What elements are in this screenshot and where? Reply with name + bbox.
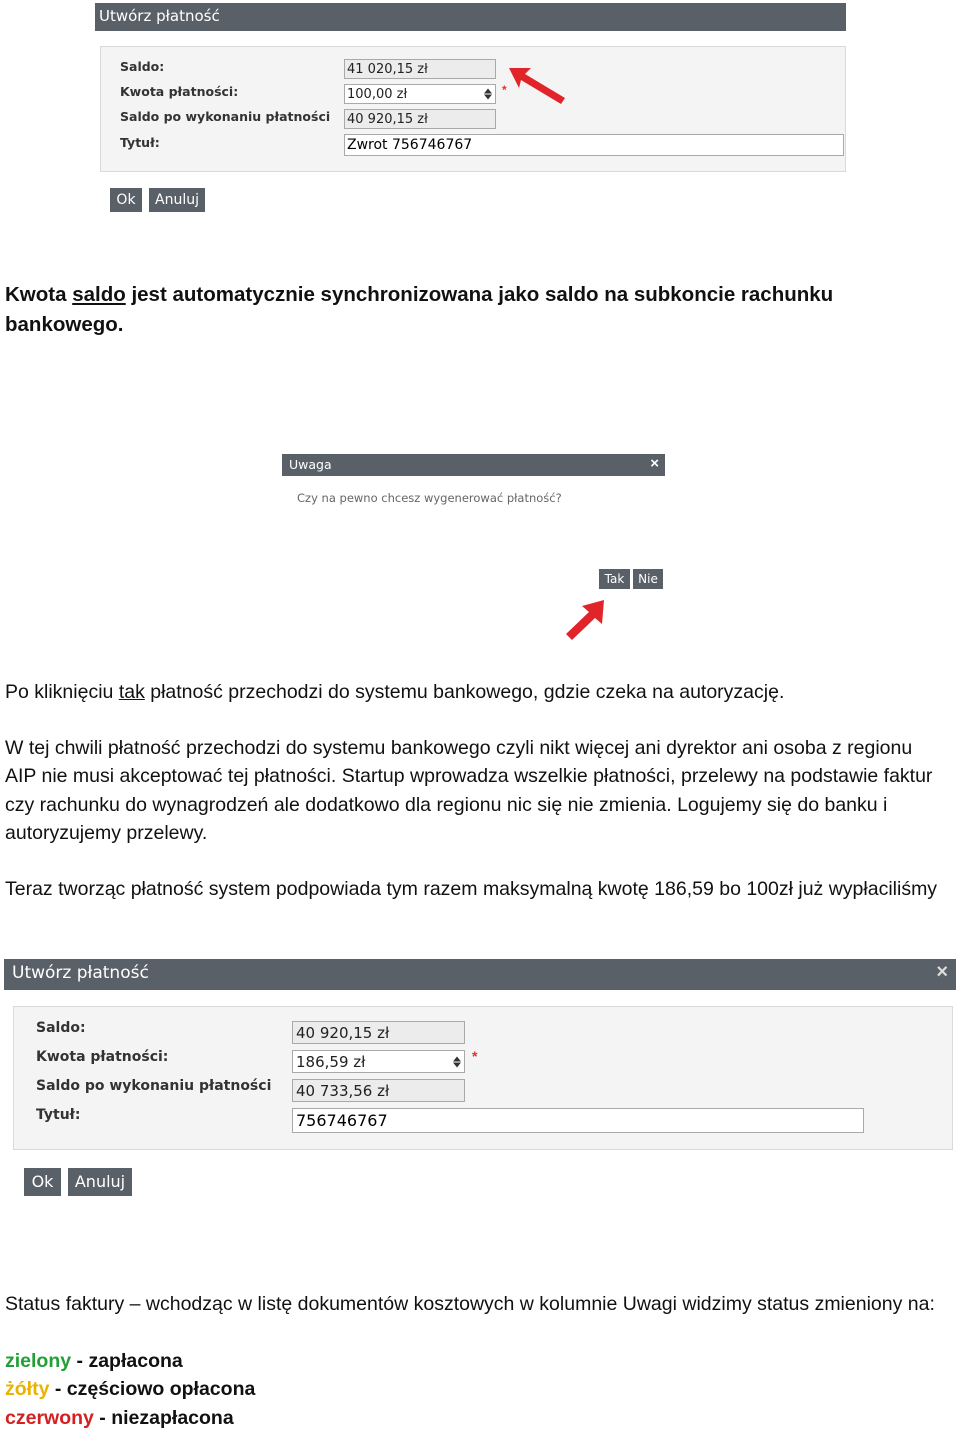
status-item-yellow	[5, 1375, 255, 1403]
saldo-po-field	[292, 1079, 465, 1102]
kwota-value: 186,59 zł	[296, 1053, 366, 1071]
ok-label: Ok	[116, 192, 136, 208]
kwota-value: 100,00 zł	[347, 87, 408, 102]
spinner-arrows-icon[interactable]	[453, 1055, 461, 1068]
close-icon[interactable]: ×	[936, 961, 948, 983]
cancel-label: Anuluj	[155, 192, 199, 208]
para2-text-before: Po kliknięciu	[5, 681, 119, 703]
tytul-label: Tytuł:	[120, 135, 160, 150]
ok-label: Ok	[31, 1172, 54, 1191]
saldo-value: 41 020,15 zł	[347, 62, 428, 77]
tytul-input[interactable]	[344, 134, 844, 156]
saldo-po-label: Saldo po wykonaniu płatności	[120, 109, 331, 124]
para1-text-after: jest automatycznie synchronizowana jako saldo na subkoncie rachunku bankowego.	[5, 283, 834, 336]
kwota-label: Kwota płatności:	[36, 1049, 169, 1065]
suggested-amount-paragraph: Teraz tworząc płatność system podpowiada tym razem maksymalną kwotę 186,59 bo 100zł już wypłaciliśmy	[5, 878, 938, 900]
required-mark: *	[502, 83, 507, 97]
status-meaning: zapłacona	[88, 1350, 183, 1372]
confirm-dialog-title: Uwaga	[289, 457, 332, 472]
cancel-label: Anuluj	[74, 1172, 126, 1191]
dialog1-ok-button[interactable]	[110, 188, 142, 212]
dialog2-ok-button[interactable]	[24, 1168, 61, 1196]
dialog2-title: Utwórz płatność	[12, 963, 149, 983]
tytul-input[interactable]	[292, 1108, 864, 1133]
status-color-word: żółty	[5, 1378, 50, 1401]
tak-paragraph	[5, 678, 945, 706]
tytul-value: Zwrot 756746767	[347, 137, 473, 153]
status-meaning: częściowo opłacona	[66, 1378, 256, 1401]
dialog2-form	[13, 1006, 953, 1150]
confirm-no-button[interactable]	[633, 569, 663, 589]
saldo-field	[292, 1021, 465, 1044]
confirm-dialog-title-bar	[282, 454, 665, 476]
status-intro: Status faktury – wchodząc w listę dokumentów kosztowych w kolumnie Uwagi widzimy status zmieniony na:	[5, 1293, 935, 1315]
tytul-label: Tytuł:	[36, 1107, 81, 1123]
status-meaning: niezapłacona	[111, 1406, 234, 1429]
bank-system-paragraph: W tej chwili płatność przechodzi do systemu bankowego czyli nikt więcej ani dyrektor ani osoba z regionu AIP nie musi akceptować tej płatności. Startup wprowadza wszelkie płatności, przelewy na podstawie faktur czy rachunku do wynagrodzeń ale dodatkowo dla regionu nic się nie zmienia. Logujemy się do banku i autoryzujemy przelewy.	[5, 737, 933, 844]
saldo-sync-paragraph	[5, 280, 945, 340]
status-item-green	[5, 1347, 255, 1375]
spinner-arrows-icon[interactable]	[484, 88, 492, 101]
status-color-word: czerwony	[5, 1406, 94, 1429]
dialog2-cancel-button[interactable]	[68, 1168, 132, 1196]
red-arrow-icon	[562, 598, 608, 642]
required-mark: *	[472, 1048, 478, 1064]
saldo-label: Saldo:	[36, 1020, 86, 1036]
yes-label: Tak	[604, 572, 625, 586]
confirm-yes-button[interactable]	[599, 569, 630, 589]
close-icon[interactable]: ×	[650, 455, 659, 472]
confirm-message: Czy na pewno chcesz wygenerować płatność?	[297, 491, 562, 505]
saldo-po-label: Saldo po wykonaniu płatności	[36, 1078, 272, 1094]
para1-text-before: Kwota	[5, 283, 73, 306]
status-separator: -	[71, 1350, 89, 1372]
status-list	[5, 1347, 255, 1432]
tytul-value: 756746767	[296, 1111, 388, 1130]
kwota-stepper[interactable]	[344, 84, 496, 104]
saldo-po-field	[344, 109, 496, 129]
kwota-label: Kwota płatności:	[120, 84, 239, 99]
saldo-field	[344, 59, 496, 79]
kwota-stepper[interactable]	[292, 1050, 465, 1073]
saldo-value: 40 920,15 zł	[296, 1024, 390, 1042]
red-arrow-icon	[505, 62, 571, 106]
para2-text-after: płatność przechodzi do systemu bankowego, gdzie czeka na autoryzację.	[144, 681, 785, 703]
dialog2-title-bar	[4, 959, 956, 990]
dialog1-title: Utwórz płatność	[99, 7, 220, 25]
saldo-label: Saldo:	[120, 59, 165, 74]
saldo-po-value: 40 733,56 zł	[296, 1082, 390, 1100]
status-item-red	[5, 1404, 255, 1432]
saldo-po-value: 40 920,15 zł	[347, 112, 428, 127]
no-label: Nie	[638, 572, 658, 586]
dialog1-form	[100, 46, 846, 172]
status-separator: -	[49, 1378, 67, 1401]
status-separator: -	[93, 1406, 112, 1429]
status-color-word: zielony	[5, 1350, 72, 1372]
dialog1-title-bar	[95, 3, 846, 31]
para1-underlined: saldo	[72, 283, 126, 306]
para2-underlined: tak	[118, 681, 145, 703]
dialog1-cancel-button[interactable]	[149, 188, 205, 212]
